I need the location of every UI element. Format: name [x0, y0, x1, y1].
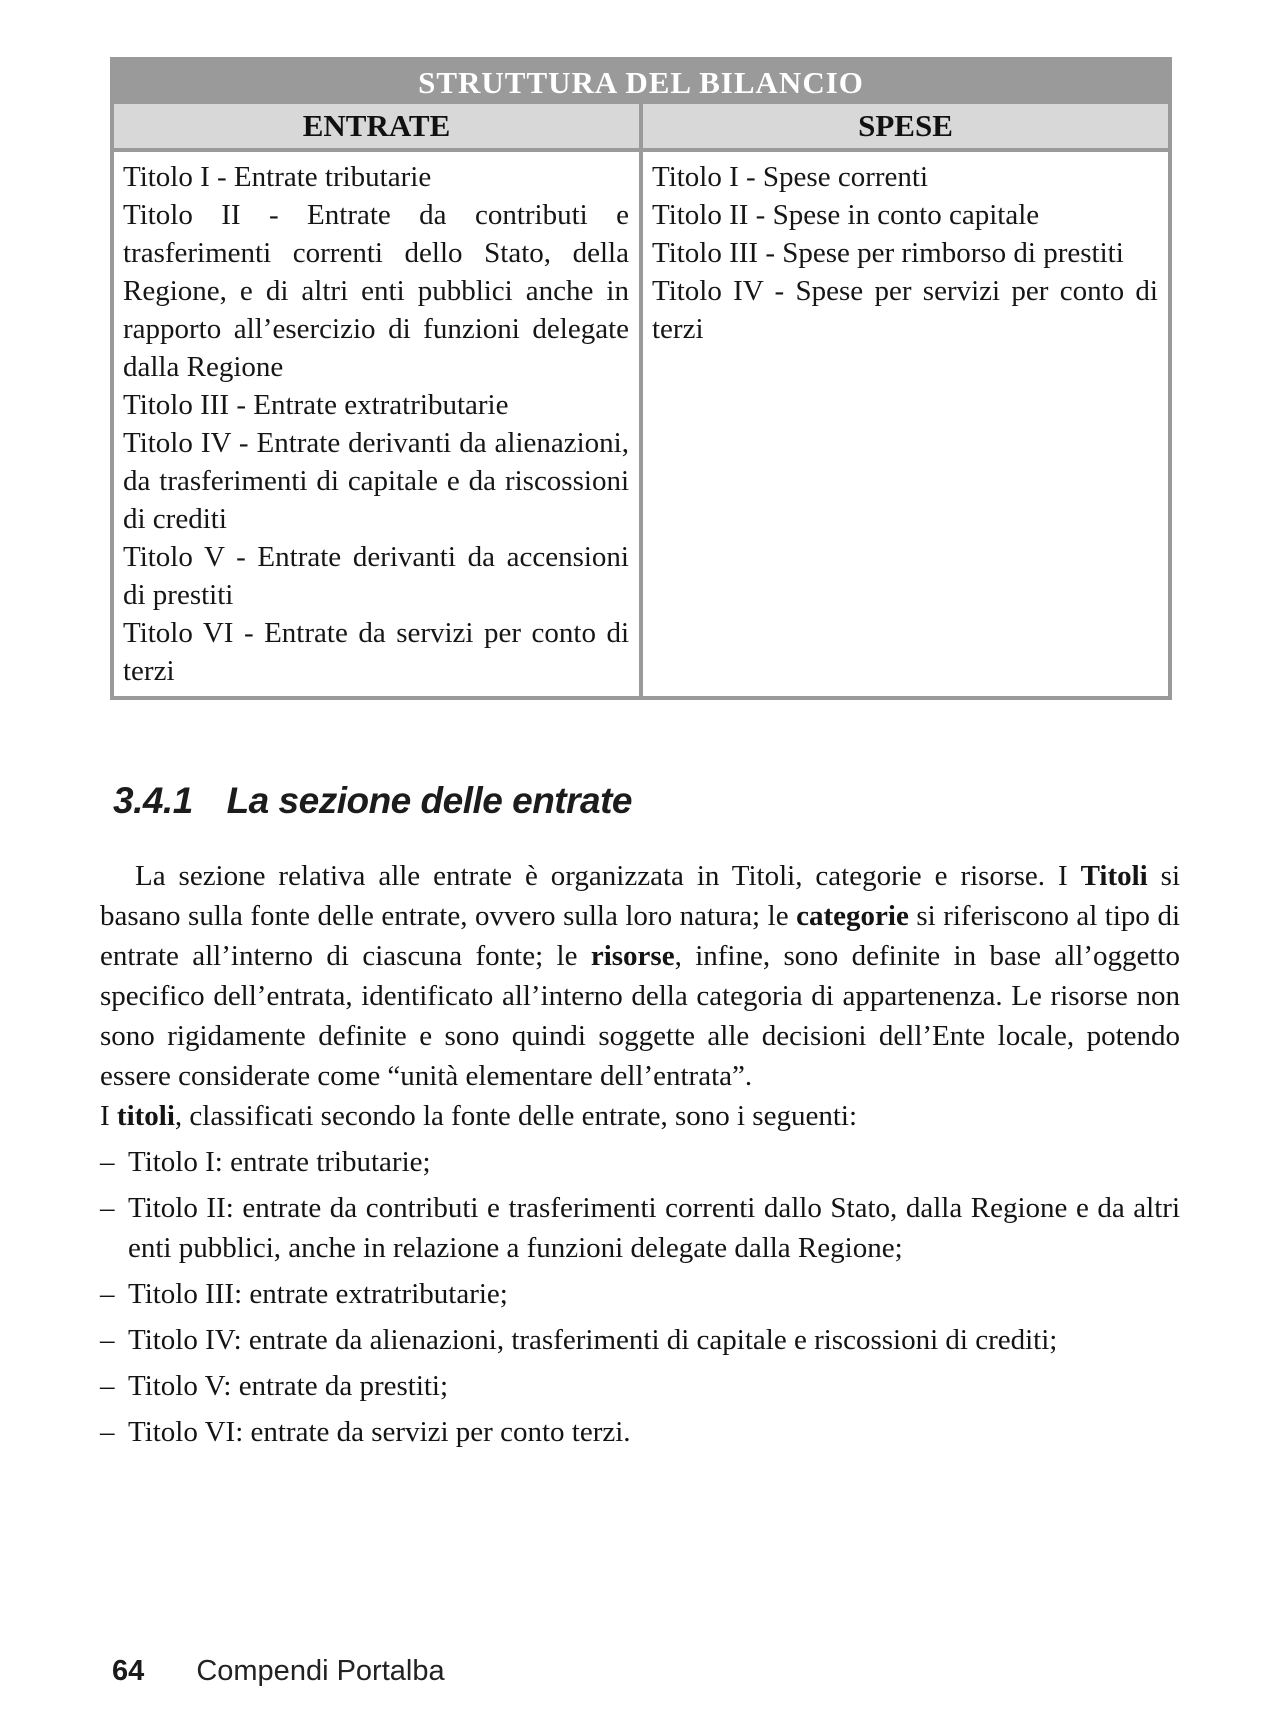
spese-item: Titolo I - Spese correnti: [652, 161, 929, 193]
spese-cell: [639, 152, 1168, 696]
entrate-item: Titolo I - Entrate tributarie: [123, 161, 432, 193]
list-item-text: Titolo II: entrate da contributi e trasferimenti correnti dallo Stato, dalla Regione e da altri enti pubblici, anche in relazione a funzioni delegate dalla Regione;: [128, 1192, 1180, 1264]
list-item-text: Titolo IV: entrate da alienazioni, trasferimenti di capitale e riscossioni di crediti;: [128, 1324, 1058, 1356]
list-item: [100, 1320, 1180, 1360]
bold-term-categorie: categorie: [796, 900, 909, 932]
column-header-entrate: ENTRATE: [302, 108, 451, 143]
entrate-item: Titolo VI - Entrate da servizi per conto di terzi: [123, 617, 629, 687]
body-text: [100, 856, 1180, 1452]
section-number: 3.4.1: [113, 780, 193, 821]
bold-term-titoli: Titoli: [1080, 860, 1148, 892]
bold-term-risorse: risorse: [590, 940, 675, 972]
dash-marker: –: [100, 1146, 115, 1178]
entrate-item: Titolo V - Entrate derivanti da accensioni di prestiti: [123, 541, 629, 611]
section-heading: [113, 780, 632, 822]
list-item: [100, 1142, 1180, 1182]
table-title: STRUTTURA DEL BILANCIO: [114, 61, 1168, 104]
paragraph-segment: La sezione relativa alle entrate è organizzata in Titoli, categorie e risorse. I: [135, 860, 1081, 892]
titoli-list: [100, 1142, 1180, 1452]
paragraph-segment: si basano sulla fonte delle entrate, ovvero sulla loro natura; le: [100, 860, 1181, 932]
imprint-label: Compendi Portalba: [196, 1655, 445, 1687]
page-number: 64: [112, 1655, 145, 1687]
spese-item: Titolo II - Spese in conto capitale: [652, 199, 1040, 231]
list-item-text: Titolo V: entrate da prestiti;: [128, 1370, 449, 1402]
dash-marker: –: [100, 1370, 115, 1402]
paragraph-titoli-lead: [100, 1096, 1180, 1136]
list-item: [100, 1366, 1180, 1406]
paragraph-segment: , classificati secondo la fonte delle entrate, sono i seguenti:: [174, 1100, 858, 1132]
entrate-item: Titolo II - Entrate da contributi e trasferimenti correnti dello Stato, della Regione, e di altri enti pubblici anche in rapporto all’esercizio di funzioni delegate dalla Regione: [123, 199, 629, 383]
list-item: [100, 1274, 1180, 1314]
list-item-text: Titolo VI: entrate da servizi per conto terzi.: [128, 1416, 631, 1448]
entrate-item: Titolo IV - Entrate derivanti da alienazioni, da trasferimenti di capitale e da riscossioni di crediti: [123, 427, 629, 535]
entrate-item: Titolo III - Entrate extratributarie: [123, 389, 509, 421]
table-body: [114, 152, 1168, 696]
spese-item: Titolo III - Spese per rimborso di prestiti: [652, 237, 1124, 269]
paragraph-segment: , infine, sono definite in base all’oggetto specifico dell’entrata, identificato all’interno della categoria di appartenenza. Le risorse non sono rigidamente definite e sono quindi soggette alle decisioni dell’Ente locale, potendo essere considerate come “unità elementare dell’entrata”.: [100, 940, 1180, 1092]
dash-marker: –: [100, 1192, 115, 1224]
section-title: La sezione delle entrate: [226, 780, 633, 821]
list-item: [100, 1188, 1180, 1268]
dash-marker: –: [100, 1416, 115, 1448]
entrate-cell: [114, 152, 639, 696]
spese-item: Titolo IV - Spese per servizi per conto di terzi: [652, 275, 1158, 345]
dash-marker: –: [100, 1324, 115, 1356]
column-header-spese: SPESE: [639, 104, 1168, 148]
paragraph-segment: I: [100, 1100, 117, 1132]
budget-structure-table: [110, 57, 1172, 700]
list-item: [100, 1412, 1180, 1452]
bold-term-titoli: titoli: [116, 1100, 175, 1132]
paragraph-segment: si riferiscono al tipo di entrate all’interno di ciascuna fonte; le: [100, 900, 1181, 972]
dash-marker: –: [100, 1278, 115, 1310]
paragraph-entrate-intro: [100, 856, 1180, 1096]
list-item-text: Titolo I: entrate tributarie;: [128, 1146, 431, 1178]
list-item-text: Titolo III: entrate extratributarie;: [128, 1278, 508, 1310]
page-footer: [112, 1652, 445, 1690]
table-header-row: [114, 104, 1168, 152]
